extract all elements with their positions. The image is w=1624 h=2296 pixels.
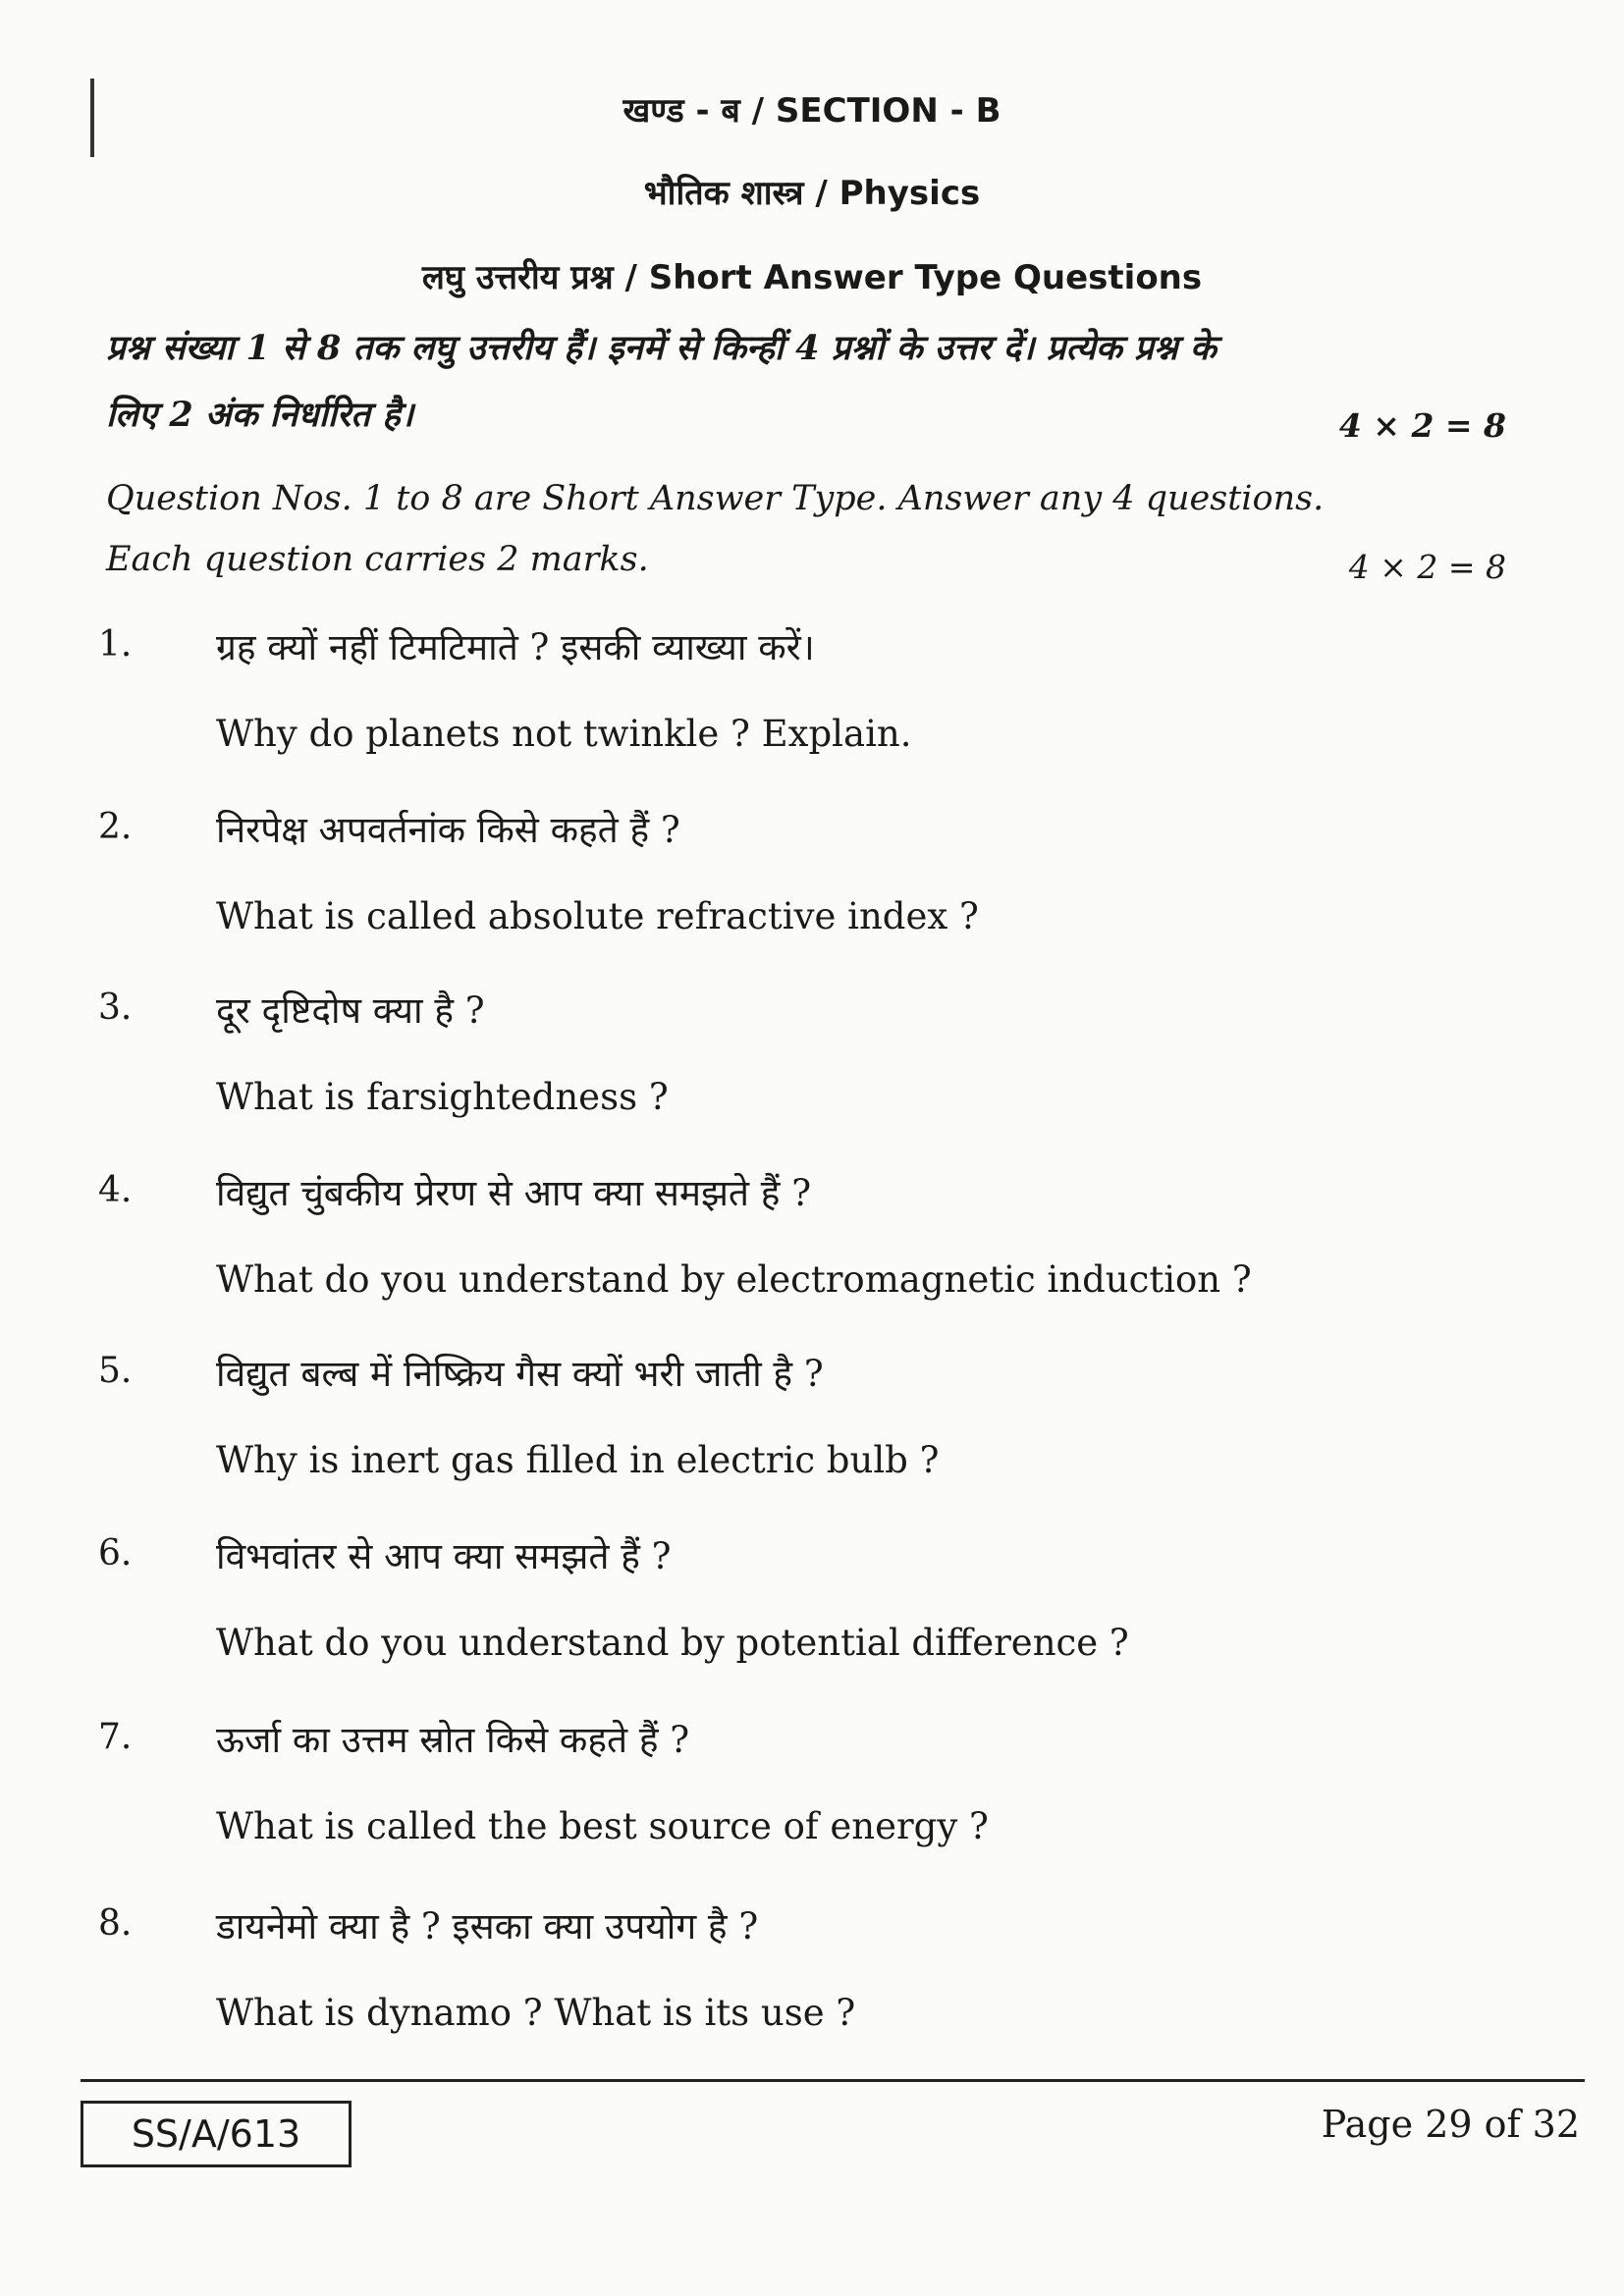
question-english: What is called the best source of energy ? — [216, 1805, 989, 1847]
question-hindi: विभवांतर से आप क्या समझते हैं ? — [216, 1535, 672, 1577]
hindi-marks: 4 × 2 = 8 — [1338, 406, 1506, 445]
question-number: 3. — [98, 988, 133, 1028]
question-english: What is called absolute refractive index ? — [216, 895, 979, 937]
subject-heading: भौतिक शास्त्र / Physics — [643, 174, 981, 213]
question-hindi: ऊर्जा का उत्तम स्रोत किसे कहते हैं ? — [216, 1719, 690, 1761]
question-number: 8. — [98, 1903, 133, 1944]
question-hindi: डायनेमो क्या है ? इसका क्या उपयोग है ? — [216, 1905, 759, 1948]
hindi-instruction-line1: प्रश्न संख्या 1 से 8 तक लघु उत्तरीय हैं। इनमें से किन्हीं 4 प्रश्नों के उत्तर दें। प्रत्येक प्रश्न के — [106, 328, 1217, 368]
question-hindi: निरपेक्ष अपवर्तनांक किसे कहते हैं ? — [216, 809, 680, 851]
question-hindi: ग्रह क्यों नहीं टिमटिमाते ? इसकी व्याख्या करें। — [216, 626, 815, 668]
question-number: 1. — [98, 624, 133, 665]
paper-code: SS/A/613 — [81, 2101, 352, 2167]
question-number: 2. — [98, 807, 133, 847]
english-instruction-line1: Question Nos. 1 to 8 are Short Answer Type. Answer any 4 questions. — [106, 479, 1325, 518]
question-hindi: विद्युत बल्ब में निष्क्रिय गैस क्यों भरी जाती है ? — [216, 1353, 824, 1395]
question-english: Why do planets not twinkle ? Explain. — [216, 713, 912, 755]
question-hindi: दूर दृष्टिदोष क्या है ? — [216, 989, 485, 1032]
question-english: Why is inert gas filled in electric bulb ? — [216, 1439, 940, 1481]
section-heading: खण्ड - ब / SECTION - B — [623, 91, 1001, 131]
question-english: What is dynamo ? What is its use ? — [216, 1992, 856, 2034]
question-number: 5. — [98, 1351, 133, 1391]
question-hindi: विद्युत चुंबकीय प्रेरण से आप क्या समझते हैं ? — [216, 1172, 812, 1214]
page-number: Page 29 of 32 — [1321, 2103, 1580, 2146]
question-english: What do you understand by potential difference ? — [216, 1622, 1129, 1664]
question-number: 6. — [98, 1533, 133, 1574]
question-number: 7. — [98, 1717, 133, 1757]
question-type-heading: लघु उत्तरीय प्रश्न / Short Answer Type Questions — [421, 258, 1203, 297]
footer-divider — [81, 2079, 1585, 2082]
hindi-instruction-line2: लिए 2 अंक निर्धारित है। — [106, 395, 414, 435]
english-instruction-line2: Each question carries 2 marks. — [106, 540, 649, 579]
question-english: What is farsightedness ? — [216, 1076, 669, 1118]
question-english: What do you understand by electromagnetic induction ? — [216, 1258, 1252, 1301]
question-number: 4. — [98, 1170, 133, 1210]
english-marks: 4 × 2 = 8 — [1348, 548, 1506, 586]
